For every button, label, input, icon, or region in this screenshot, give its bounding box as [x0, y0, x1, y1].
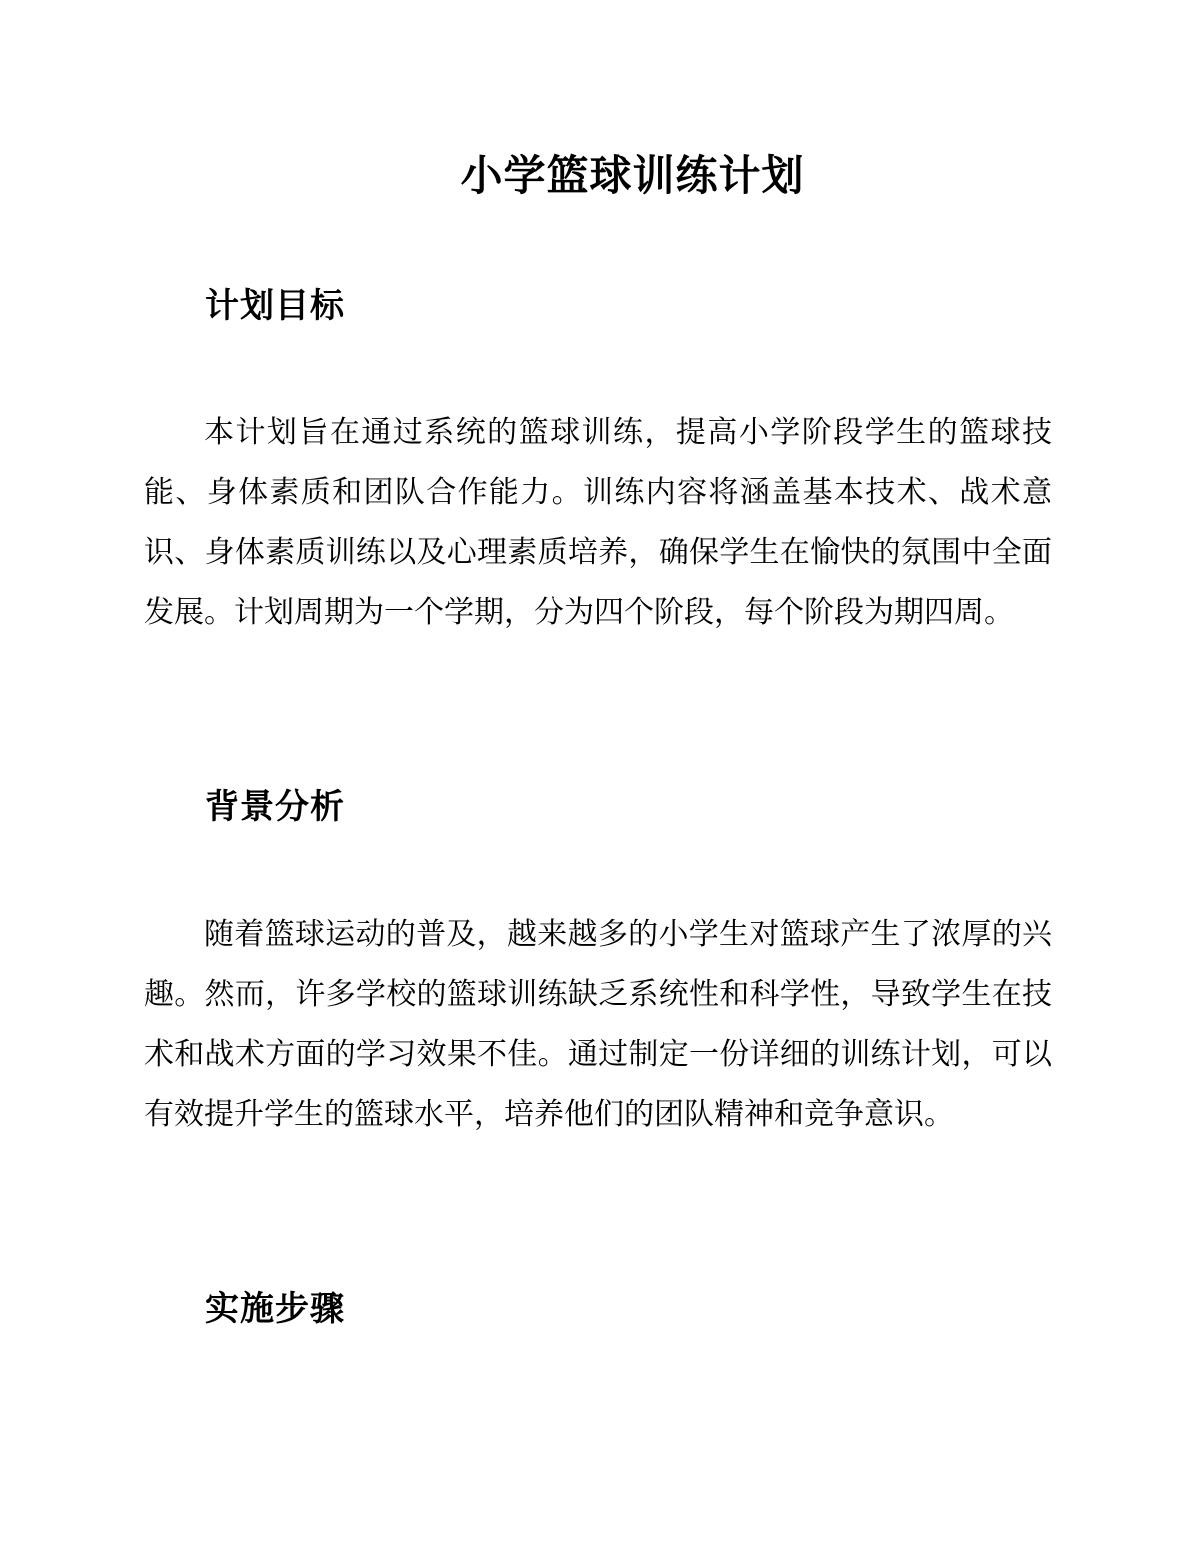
- document-title: 小学篮球训练计划: [460, 151, 805, 200]
- section-heading-implementation-steps: 实施步骤: [205, 1289, 345, 1329]
- section-paragraph-plan-goal: 本计划旨在通过系统的篮球训练，提高小学阶段学生的篮球技能、身体素质和团队合作能力。训练内容将涵盖基本技术、战术意识、身体素质训练以及心理素质培养，确保学生在愉快的氛围中全面发展。计划周期为一个学期，分为四个阶段，每个阶段为期四周。: [144, 415, 1052, 630]
- section-paragraph-background-analysis: 随着篮球运动的普及，越来越多的小学生对篮球产生了浓厚的兴趣。然而，许多学校的篮球训练缺乏系统性和科学性，导致学生在技术和战术方面的学习效果不佳。通过制定一份详细的训练计划，可以有效提升学生的篮球水平，培养他们的团队精神和竞争意识。: [144, 917, 1052, 1132]
- section-heading-plan-goal: 计划目标: [205, 286, 345, 326]
- section-heading-background-analysis: 背景分析: [205, 787, 345, 827]
